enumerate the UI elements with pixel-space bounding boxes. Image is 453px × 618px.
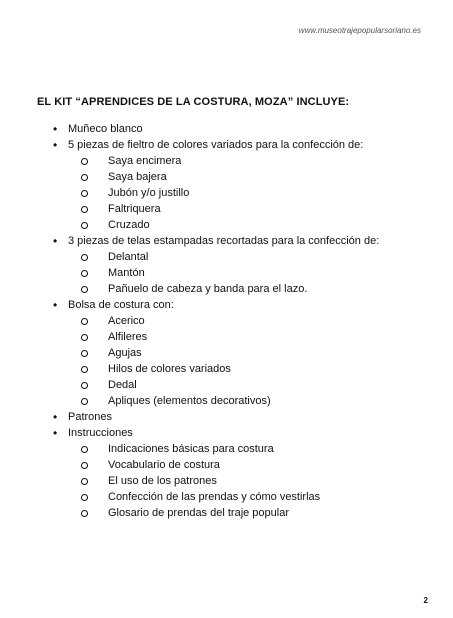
sub-list <box>68 153 433 233</box>
sub-list-item: Delantal <box>80 249 433 265</box>
list-item <box>52 409 433 425</box>
list-item-label: Patrones <box>68 411 113 423</box>
list-item-label: 5 piezas de fieltro de colores variados para la confección de: <box>68 139 364 151</box>
page-number: 2 <box>423 596 428 605</box>
sub-list-item: El uso de los patrones <box>80 473 433 489</box>
kit-contents-list <box>52 121 433 521</box>
sub-list-item: Cruzado <box>80 217 433 233</box>
list-item-label: Bolsa de costura con: <box>68 299 174 311</box>
sub-list <box>68 441 433 521</box>
sub-list-item: Jubón y/o justillo <box>80 185 433 201</box>
sub-list-item: Glosario de prendas del traje popular <box>80 505 433 521</box>
page-heading: EL KIT “APRENDICES DE LA COSTURA, MOZA” INCLUYE: <box>37 96 350 108</box>
list-item-label: Instrucciones <box>68 427 133 439</box>
list-item-label: 3 piezas de telas estampadas recortadas para la confección de: <box>68 235 380 247</box>
sub-list-item: Faltriquera <box>80 201 433 217</box>
list-item <box>52 121 433 137</box>
sub-list-item: Saya bajera <box>80 169 433 185</box>
list-item <box>52 233 433 297</box>
sub-list-item: Saya encimera <box>80 153 433 169</box>
list-item <box>52 137 433 233</box>
sub-list-item: Mantón <box>80 265 433 281</box>
sub-list-item: Apliques (elementos decorativos) <box>80 393 433 409</box>
sub-list <box>68 313 433 409</box>
sub-list-item: Indicaciones básicas para costura <box>80 441 433 457</box>
sub-list-item: Hilos de colores variados <box>80 361 433 377</box>
header-url: www.museotrajepopularsoriano.es <box>298 26 421 35</box>
sub-list-item: Acerico <box>80 313 433 329</box>
sub-list-item: Agujas <box>80 345 433 361</box>
sub-list-item: Dedal <box>80 377 433 393</box>
sub-list-item: Vocabulario de costura <box>80 457 433 473</box>
list-item-label: Muñeco blanco <box>68 123 143 135</box>
sub-list-item: Alfileres <box>80 329 433 345</box>
sub-list-item: Pañuelo de cabeza y banda para el lazo. <box>80 281 433 297</box>
sub-list <box>68 249 433 297</box>
sub-list-item: Confección de las prendas y cómo vestirlas <box>80 489 433 505</box>
list-item <box>52 297 433 409</box>
list-item <box>52 425 433 521</box>
